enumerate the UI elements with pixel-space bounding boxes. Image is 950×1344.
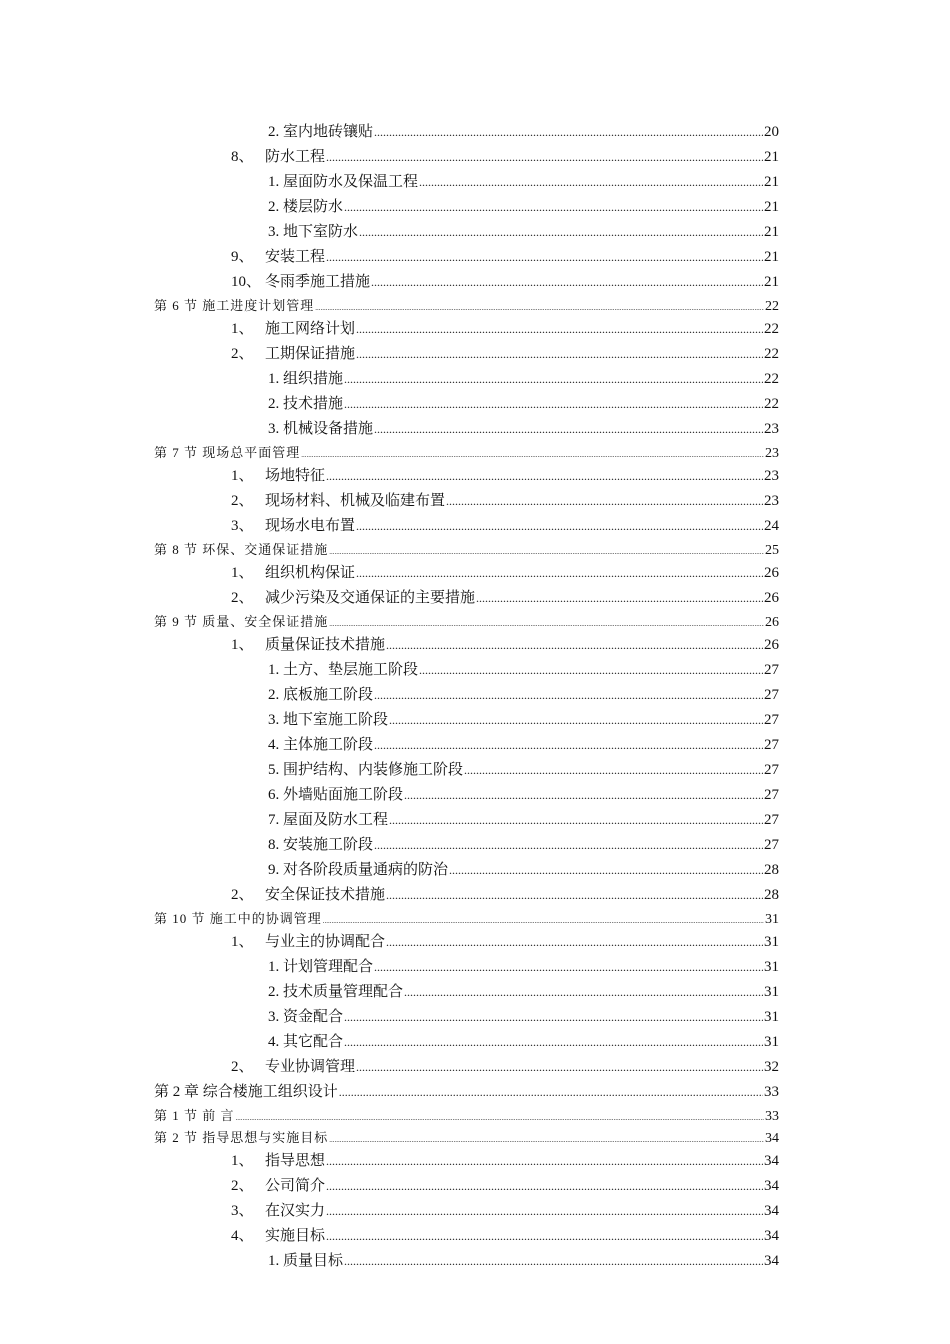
toc-entry-number: 1、	[231, 468, 254, 484]
toc-entry-number: 1、	[231, 637, 254, 653]
dot-leader	[329, 541, 764, 563]
toc-entry-title: 4. 主体施工阶段	[268, 737, 374, 753]
toc-entry-page-number: 31	[764, 1009, 779, 1025]
dot-leader	[476, 586, 763, 611]
toc-entry[interactable]	[0, 1127, 779, 1149]
toc-entry-page-number: 31	[764, 1034, 779, 1050]
toc-entry-label: 指导思想	[265, 1153, 326, 1169]
toc-entry-page-number: 34	[764, 1153, 779, 1169]
dot-leader	[419, 658, 763, 683]
toc-entry[interactable]	[0, 464, 779, 489]
dot-leader	[446, 489, 763, 514]
toc-entry-number: 1、	[231, 1153, 254, 1169]
toc-entry[interactable]	[0, 980, 779, 1005]
toc-entry-label: 组织机构保证	[265, 565, 356, 581]
toc-entry[interactable]	[0, 270, 779, 295]
toc-entry-page-number: 34	[764, 1253, 779, 1269]
dot-leader	[326, 1149, 763, 1174]
dot-leader	[236, 1107, 764, 1129]
toc-entry[interactable]	[0, 1030, 779, 1055]
toc-entry[interactable]	[0, 733, 779, 758]
toc-entry[interactable]	[0, 367, 779, 392]
toc-entry-label: 实施目标	[265, 1228, 326, 1244]
dot-leader	[389, 708, 763, 733]
toc-entry-title	[231, 1174, 325, 1199]
toc-entry-page-number: 26	[764, 590, 779, 606]
toc-entry-title	[231, 464, 325, 489]
toc-entry-page-number: 22	[764, 371, 779, 387]
toc-entry-page-number: 21	[764, 274, 779, 290]
toc-entry-page-number: 27	[764, 712, 779, 728]
toc-entry-page-number: 31	[764, 934, 779, 950]
toc-entry[interactable]	[0, 883, 779, 908]
dot-leader	[344, 1249, 763, 1274]
toc-entry[interactable]	[0, 539, 779, 561]
toc-entry[interactable]	[0, 442, 779, 464]
toc-entry[interactable]	[0, 220, 779, 245]
toc-entry[interactable]	[0, 858, 779, 883]
dot-leader	[359, 220, 763, 245]
toc-entry-page-number: 34	[764, 1203, 779, 1219]
toc-entry[interactable]	[0, 170, 779, 195]
toc-entry-title: 3. 机械设备措施	[268, 421, 374, 437]
toc-entry[interactable]	[0, 633, 779, 658]
toc-entry-number: 2、	[231, 887, 254, 903]
toc-entry-label: 在汉实力	[265, 1203, 326, 1219]
dot-leader	[404, 980, 763, 1005]
dot-leader	[374, 120, 763, 145]
dot-leader	[374, 833, 763, 858]
dot-leader	[326, 245, 763, 270]
dot-leader	[374, 733, 763, 758]
dot-leader	[374, 683, 763, 708]
toc-entry-page-number: 27	[764, 687, 779, 703]
toc-entry-page-number: 21	[764, 224, 779, 240]
toc-entry[interactable]	[0, 392, 779, 417]
toc-entry-label: 现场水电布置	[265, 518, 356, 534]
toc-entry-title	[231, 561, 355, 586]
toc-entry[interactable]	[0, 1199, 779, 1224]
toc-entry[interactable]	[0, 145, 779, 170]
dot-leader	[389, 808, 763, 833]
toc-entry-title	[231, 145, 325, 170]
toc-entry-number: 3、	[231, 518, 254, 534]
dot-leader	[356, 1055, 763, 1080]
toc-entry-title	[231, 930, 385, 955]
toc-entry[interactable]	[0, 1005, 779, 1030]
toc-entry-title: 2. 室内地砖镶贴	[268, 124, 374, 140]
toc-entry-label: 场地特征	[265, 468, 326, 484]
toc-entry[interactable]	[0, 1080, 779, 1105]
toc-entry-title	[231, 514, 355, 539]
dot-leader	[326, 145, 763, 170]
toc-entry-page-number: 21	[764, 249, 779, 265]
toc-entry-title: 6. 外墙贴面施工阶段	[268, 787, 404, 803]
toc-entry-title: 1. 质量目标	[268, 1253, 344, 1269]
toc-entry-label: 公司简介	[265, 1178, 326, 1194]
toc-entry-title: 第 6 节 施工进度计划管理	[154, 298, 315, 313]
toc-entry-title: 4. 其它配合	[268, 1034, 344, 1050]
dot-leader	[329, 1129, 764, 1151]
toc-entry-title: 9. 对各阶段质量通病的防治	[268, 862, 449, 878]
dot-leader	[356, 561, 763, 586]
toc-entry-title	[231, 1055, 355, 1080]
toc-entry-title: 1. 屋面防水及保温工程	[268, 174, 419, 190]
toc-entry-title: 第 9 节 质量、安全保证措施	[154, 614, 329, 629]
toc-entry-page-number: 26	[765, 615, 779, 630]
toc-entry[interactable]	[0, 683, 779, 708]
toc-entry-label: 专业协调管理	[265, 1059, 356, 1075]
toc-entry[interactable]	[0, 295, 779, 317]
toc-entry-title: 第 2 章 综合楼施工组织设计	[154, 1084, 338, 1100]
toc-entry-title	[231, 342, 355, 367]
toc-entry-title: 1. 计划管理配合	[268, 959, 374, 975]
toc-entry[interactable]	[0, 1149, 779, 1174]
toc-entry-title: 2. 技术措施	[268, 396, 344, 412]
dot-leader	[301, 444, 764, 466]
toc-entry-page-number: 26	[764, 565, 779, 581]
toc-entry[interactable]	[0, 758, 779, 783]
toc-entry[interactable]	[0, 317, 779, 342]
toc-entry-title	[231, 317, 355, 342]
dot-leader	[344, 392, 763, 417]
dot-leader	[344, 1005, 763, 1030]
dot-leader	[326, 464, 763, 489]
toc-entry-label: 现场材料、机械及临建布置	[265, 493, 446, 509]
dot-leader	[339, 1080, 763, 1105]
toc-entry[interactable]	[0, 120, 779, 145]
dot-leader	[344, 1030, 763, 1055]
toc-entry-title	[231, 270, 370, 295]
toc-entry-page-number: 22	[764, 321, 779, 337]
toc-entry-number: 9、	[231, 249, 254, 265]
toc-entry-title: 1. 组织措施	[268, 371, 344, 387]
toc-entry-page-number: 31	[764, 984, 779, 1000]
toc-entry[interactable]	[0, 1055, 779, 1080]
dot-leader	[356, 317, 763, 342]
toc-entry-title	[231, 883, 385, 908]
toc-entry-number: 1、	[231, 565, 254, 581]
toc-entry-title	[231, 633, 385, 658]
toc-entry[interactable]	[0, 417, 779, 442]
toc-entry[interactable]	[0, 908, 779, 930]
toc-entry-page-number: 27	[764, 762, 779, 778]
toc-entry-title: 3. 地下室施工阶段	[268, 712, 389, 728]
toc-entry[interactable]	[0, 930, 779, 955]
table-of-contents	[0, 120, 950, 1274]
toc-entry-number: 8、	[231, 149, 254, 165]
toc-entry-title: 第 1 节 前 言	[154, 1108, 235, 1123]
toc-entry[interactable]	[0, 658, 779, 683]
toc-entry-title: 第 10 节 施工中的协调管理	[154, 911, 322, 926]
toc-entry-page-number: 23	[764, 493, 779, 509]
toc-entry-page-number: 23	[764, 468, 779, 484]
dot-leader	[371, 270, 763, 295]
dot-leader	[326, 1199, 763, 1224]
dot-leader	[326, 1224, 763, 1249]
toc-entry-title: 2. 楼层防水	[268, 199, 344, 215]
toc-entry-page-number: 33	[764, 1084, 779, 1100]
dot-leader	[464, 758, 763, 783]
toc-entry-label: 质量保证技术措施	[265, 637, 386, 653]
toc-entry-page-number: 23	[765, 446, 779, 461]
toc-entry-title	[231, 1149, 325, 1174]
toc-entry-number: 3、	[231, 1203, 254, 1219]
toc-entry-label: 安装工程	[265, 249, 326, 265]
dot-leader	[356, 342, 763, 367]
toc-entry-title: 5. 围护结构、内装修施工阶段	[268, 762, 464, 778]
toc-entry[interactable]	[0, 245, 779, 270]
dot-leader	[404, 783, 763, 808]
toc-entry-title	[231, 245, 325, 270]
dot-leader	[315, 297, 764, 319]
toc-entry-number: 2、	[231, 1059, 254, 1075]
toc-entry-number: 2、	[231, 493, 254, 509]
toc-entry-page-number: 23	[764, 421, 779, 437]
toc-entry[interactable]	[0, 1174, 779, 1199]
dot-leader	[449, 858, 763, 883]
toc-entry-title: 7. 屋面及防水工程	[268, 812, 389, 828]
toc-entry-number: 10、	[231, 274, 262, 290]
toc-entry[interactable]	[0, 833, 779, 858]
toc-entry-page-number: 21	[764, 174, 779, 190]
toc-entry-number: 4、	[231, 1228, 254, 1244]
dot-leader	[326, 1174, 763, 1199]
dot-leader	[344, 195, 763, 220]
dot-leader	[386, 633, 763, 658]
toc-entry-title: 第 8 节 环保、交通保证措施	[154, 542, 329, 557]
toc-entry-title	[231, 1199, 325, 1224]
toc-entry-page-number: 34	[764, 1178, 779, 1194]
toc-entry-page-number: 33	[765, 1109, 779, 1124]
toc-entry-page-number: 34	[765, 1131, 779, 1146]
toc-entry-number: 1、	[231, 934, 254, 950]
toc-entry-page-number: 32	[764, 1059, 779, 1075]
toc-entry[interactable]	[0, 708, 779, 733]
toc-entry-page-number: 27	[764, 812, 779, 828]
dot-leader	[386, 883, 763, 908]
toc-entry[interactable]	[0, 489, 779, 514]
toc-entry-page-number: 27	[764, 837, 779, 853]
dot-leader	[329, 613, 764, 635]
toc-entry[interactable]	[0, 1224, 779, 1249]
toc-entry[interactable]	[0, 1249, 779, 1274]
dot-leader	[386, 930, 763, 955]
toc-entry-page-number: 22	[764, 346, 779, 362]
dot-leader	[356, 514, 763, 539]
toc-entry-page-number: 27	[764, 737, 779, 753]
toc-entry-number: 1、	[231, 321, 254, 337]
toc-entry[interactable]	[0, 561, 779, 586]
toc-entry-page-number: 31	[764, 959, 779, 975]
toc-entry-title	[231, 586, 475, 611]
toc-entry-page-number: 24	[764, 518, 779, 534]
toc-entry-number: 2、	[231, 590, 254, 606]
toc-entry-title: 2. 技术质量管理配合	[268, 984, 404, 1000]
toc-entry-title: 第 7 节 现场总平面管理	[154, 445, 301, 460]
toc-entry-page-number: 22	[765, 299, 779, 314]
toc-entry-number: 2、	[231, 346, 254, 362]
toc-entry[interactable]	[0, 1105, 779, 1127]
toc-entry-page-number: 25	[765, 543, 779, 558]
toc-entry-number: 2、	[231, 1178, 254, 1194]
toc-entry-page-number: 27	[764, 787, 779, 803]
toc-entry-page-number: 27	[764, 662, 779, 678]
toc-entry-label: 施工网络计划	[265, 321, 356, 337]
toc-entry[interactable]	[0, 783, 779, 808]
toc-entry[interactable]	[0, 586, 779, 611]
toc-entry-title: 2. 底板施工阶段	[268, 687, 374, 703]
toc-entry-page-number: 26	[764, 637, 779, 653]
toc-entry-page-number: 28	[764, 887, 779, 903]
toc-entry-title: 第 2 节 指导思想与实施目标	[154, 1130, 329, 1145]
toc-entry-title: 3. 资金配合	[268, 1009, 344, 1025]
toc-entry[interactable]	[0, 808, 779, 833]
toc-entry-label: 减少污染及交通保证的主要措施	[265, 590, 476, 606]
dot-leader	[374, 955, 763, 980]
dot-leader	[344, 367, 763, 392]
toc-entry[interactable]	[0, 342, 779, 367]
toc-entry-title: 8. 安装施工阶段	[268, 837, 374, 853]
toc-entry-title	[231, 489, 445, 514]
toc-entry-label: 冬雨季施工措施	[265, 274, 371, 290]
toc-entry-label: 安全保证技术措施	[265, 887, 386, 903]
dot-leader	[323, 910, 764, 932]
toc-entry-page-number: 28	[764, 862, 779, 878]
toc-entry-title: 1. 土方、垫层施工阶段	[268, 662, 419, 678]
toc-entry-title: 3. 地下室防水	[268, 224, 359, 240]
toc-entry-label: 工期保证措施	[265, 346, 356, 362]
toc-entry[interactable]	[0, 195, 779, 220]
toc-entry-page-number: 34	[764, 1228, 779, 1244]
toc-entry[interactable]	[0, 955, 779, 980]
toc-entry[interactable]	[0, 514, 779, 539]
dot-leader	[374, 417, 763, 442]
dot-leader	[419, 170, 763, 195]
toc-entry-page-number: 22	[764, 396, 779, 412]
toc-entry[interactable]	[0, 611, 779, 633]
toc-entry-label: 防水工程	[265, 149, 326, 165]
toc-entry-title	[231, 1224, 325, 1249]
toc-entry-page-number: 20	[764, 124, 779, 140]
toc-entry-label: 与业主的协调配合	[265, 934, 386, 950]
toc-entry-page-number: 21	[764, 149, 779, 165]
toc-entry-page-number: 21	[764, 199, 779, 215]
toc-entry-page-number: 31	[765, 912, 779, 927]
